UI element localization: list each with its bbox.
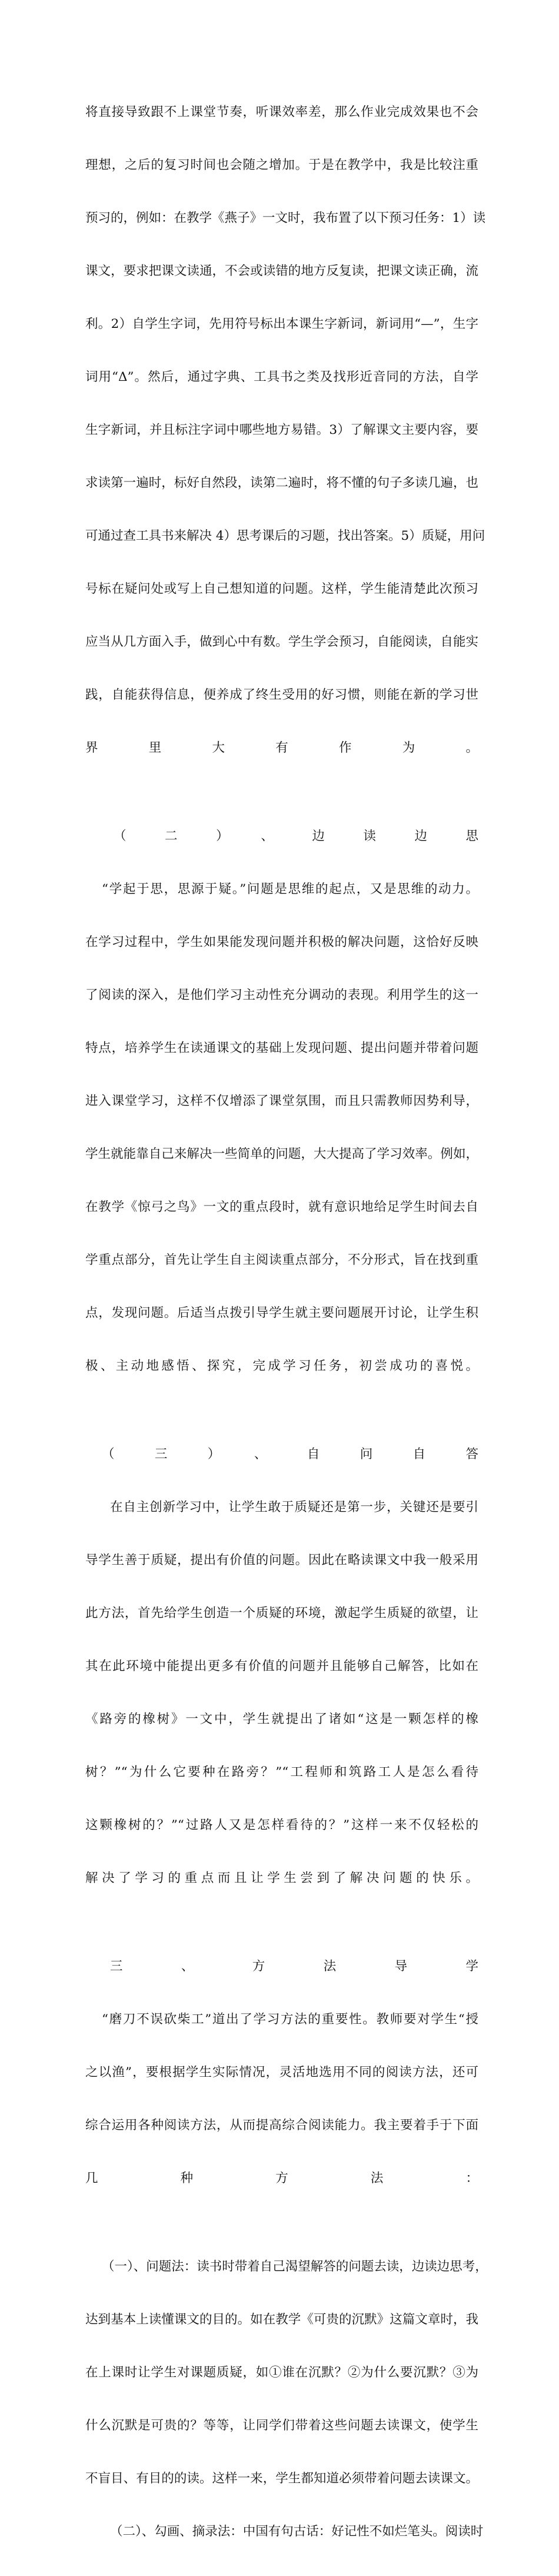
text-line: 将直接导致跟不上课堂节奏，听课效率差，那么作业完成效果也不会 bbox=[85, 105, 478, 119]
text-line: 点，发现问题。后适当点拨引导学生就主要问题展开讨论，让学生积 bbox=[85, 1306, 478, 1320]
text-line: 解决了学习的重点而且让学生尝到了解决问题的快乐。 bbox=[85, 1871, 478, 1885]
text-line: 综合运用各种阅读方法，从而提高综合阅读能力。我主要着手于下面 bbox=[85, 2118, 478, 2133]
text-line: 导学生善于质疑，提出有价值的问题。因此在略读课文中我一般采用 bbox=[85, 1553, 478, 1568]
section-heading: （三）、自问自答 bbox=[102, 1447, 478, 1462]
text-line: 在自主创新学习中，让学生敢于质疑还是第一步，关键还是要引 bbox=[110, 1500, 478, 1515]
text-line: 理想，之后的复习时间也会随之增加。于是在教学中，我是比较注重 bbox=[85, 158, 478, 172]
text-line: “磨刀不误砍柴工”道出了学习方法的重要性。教师要对学生“授 bbox=[102, 2012, 478, 2027]
text-line: “学起于思，思源于疑。”问题是思维的起点，又是思维的动力。 bbox=[102, 882, 478, 897]
text-line: 学生就能靠自己来解决一些简单的问题，大大提高了学习效率。例如， bbox=[85, 1147, 478, 1161]
text-line-last: 界里大有作为。 bbox=[85, 741, 478, 755]
text-line: 树？”“为什么它要种在路旁？”“工程师和筑路工人是怎么看待 bbox=[85, 1765, 478, 1780]
text-line: 可通过查工具书来解决 4）思考课后的习题，找出答案。5）质疑，用问 bbox=[85, 529, 485, 543]
paragraph-preview bbox=[85, 68, 486, 792]
text-line: （一）、问题法：读书时带着自己渴望解答的问题去读，边读边思考， bbox=[102, 2259, 488, 2274]
section-heading: 三、方法导学 bbox=[110, 1959, 478, 1974]
text-line: （二）、勾画、摘录法：中国有句古话：好记性不如烂笔头。阅读时 bbox=[110, 2524, 484, 2539]
section-heading: （二）、边读边思 bbox=[114, 829, 478, 844]
text-line: 在上课时让学生对课题质疑，如①谁在沉默？②为什么要沉默？③为 bbox=[85, 2365, 478, 2380]
text-line: 应当从几方面入手，做到心中有数。学生学会预习，自能阅读，自能实 bbox=[85, 635, 478, 649]
text-line: 特点，培养学生在读通课文的基础上发现问题、提出问题并带着问题 bbox=[85, 1041, 478, 1055]
text-line: 其在此环境中能提出更多有价值的问题并且能够自己解答，比如在 bbox=[85, 1659, 478, 1674]
text-line: 进入课堂学习，这样不仅增添了课堂氛围，而且只需教师因势利导， bbox=[85, 1094, 478, 1108]
text-line: 之以渔”，要根据学生实际情况，灵活地选用不同的阅读方法，还可 bbox=[85, 2065, 478, 2080]
text-line: 什么沉默是可贵的？等等，让同学们带着这些问题去读课文，使学生 bbox=[85, 2418, 478, 2433]
text-line: 预习的，例如：在教学《燕子》一文时，我布置了以下预习任务：1）读 bbox=[85, 211, 486, 225]
document-body bbox=[85, 68, 488, 2576]
text-line: 践，自能获得信息，便养成了终生受用的好习惯，则能在新的学习世 bbox=[85, 688, 478, 702]
text-line: 了阅读的深入，是他们学习主动性充分调动的表现。利用学生的这一 bbox=[85, 988, 478, 1002]
text-line: 在教学《惊弓之鸟》一文的重点段时，就有意识地给足学生时间去自 bbox=[85, 1200, 478, 1214]
text-line: 极、主动地感悟、探究，完成学习任务，初尝成功的喜悦。 bbox=[85, 1359, 478, 1373]
text-line: 不盲目、有目的的读。这样一来，学生都知道必须带着问题去读课文。 bbox=[85, 2471, 478, 2486]
text-line: 这颗橡树的？”“过路人又是怎样看待的？”这样一来不仅轻松的 bbox=[85, 1818, 478, 1833]
text-line: 号标在疑问处或写上自己想知道的问题。这样，学生能清楚此次预习 bbox=[85, 582, 478, 596]
text-line: 词用“Δ”。然后，通过字典、工具书之类及找形近音同的方法，自学 bbox=[85, 370, 478, 384]
text-line: 学重点部分，首先让学生自主阅读重点部分，不分形式，旨在找到重 bbox=[85, 1253, 478, 1267]
text-line: 《路旁的橡树》一文中，学生就提出了诸如“这是一颗怎样的橡 bbox=[85, 1712, 478, 1727]
text-line: 此方法，首先给学生创造一个质疑的环境，激起学生质疑的欲望，让 bbox=[85, 1606, 478, 1621]
text-line: 几种方法： bbox=[85, 2171, 478, 2186]
text-line: 求读第一遍时，标好自然段，读第二遍时，将不懂的句子多读几遍，也 bbox=[85, 476, 478, 490]
text-line: 在学习过程中，学生如果能发现问题并积极的解决问题，这恰好反映 bbox=[85, 935, 478, 950]
text-line: 利。2）自学生字词，先用符号标出本课生字新词，新词用“—”，生字 bbox=[85, 317, 478, 331]
text-line: 达到基本上读懂课文的目的。如在教学《可贵的沉默》这篇文章时，我 bbox=[85, 2312, 478, 2327]
text-line: 生字新词，并且标注字词中哪些地方易错。3）了解课文主要内容，要 bbox=[85, 423, 478, 437]
text-line: 课文，要求把课文读通，不会或读错的地方反复读，把课文读正确，流 bbox=[85, 264, 478, 278]
